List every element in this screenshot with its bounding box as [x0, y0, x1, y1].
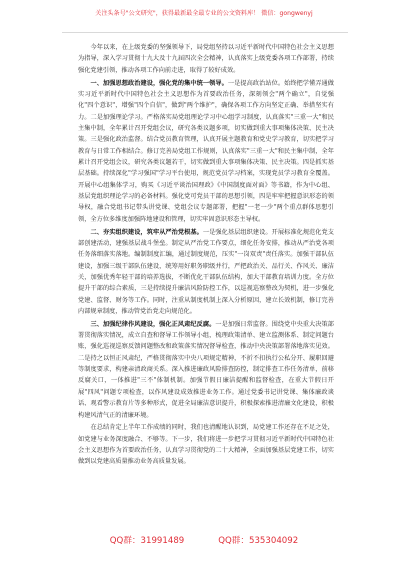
header-divider [62, 32, 348, 33]
footer-contacts [0, 536, 408, 547]
section-2-paragraph [78, 227, 334, 318]
qq-group-1: QQ群：31991489 [109, 536, 185, 546]
closing-paragraph [78, 422, 334, 467]
promo-banner: 关注头条号"公文研究"，获得最新最全最专业的公文资料库！ 微信：gongwenyj [95, 10, 313, 17]
paragraph-text: 今年以来，在上级党委的坚强领导下，局党组坚持以习近平新时代中国特色社会主义思想为指导，深入学习贯彻十九大及十九届四次全会精神，认真落实上级党委各项工作部署，持续强化党建引领，推动各项工作向前走进，取得了较好成效。 [78, 44, 334, 74]
qq-group-2: QQ群：535304092 [218, 536, 299, 546]
section-2-text: 一是强化基层组织建设。开展标准化规范化党支部创建活动，建强基层战斗堡垒。制定从严治党工作要点，细化任务安排，推动从严治党各项任务落细落实落地。编制制度汇编，通过制度规范，压实"一岗双责"责任落实。加强干部队伍建设，加强三级干部队伍建设，统筹用好职务职级并行，严把政治关、品行关、作风关、廉洁关，加强优秀年轻干部的培养选拔，不断优化干部队伍结构，加大干部教育培训力度。全方位提升干部的综合素质，三是持续提升廉洁风险防控工作，以巡视巡察整改为契机，进一步强化党建、监督、财务等工作。同时，注重从制度机制上深入分析原因，建立长效机制，修订完善内部规章制度，推动管党治党走向规范化。 [78, 228, 335, 315]
section-1-heading: 一、加强思想政治建设，强化党的集中统一领导。 [90, 79, 228, 87]
section-3-text: 一是加强日常监督。围绕党中央重大决策部署贯彻落实情况，成立自查和督导工作领导小组，梳理政策清单、建立监测体系、制定问题台账，强化巡视巡察反馈问题整改和政策落实情况督导检查，推动中央决策部署落地落实见效。二是持之以恒正风肃纪，严格贯彻落实中央八项规定精神，不折不扣执行公私分开、履职回避等制度要求，构建亲清政商关系。深入推进廉政风险排查防控，制定排查工作任务清单，前移反腐关口，一体推进"三不"体制机制。加强节假日廉洁提醒和监督检查，在重大节假日开展"四风"问题专项检查，以作风建设成效推进业务工作。通过党委书记讲党课、集体廉政谈话、观看警示教育片等多种形式，促进全局廉洁意识提升，积极探索推进清廉文化建设，积极构建风清气正的清廉环境。 [78, 320, 334, 419]
section-3-heading: 三、加强纪律作风建设，强化正风肃纪反腐。 [90, 320, 216, 328]
document-body [78, 42, 334, 469]
paragraph-text: 在总结肯定上半年工作成绩的同时，我们也清醒地认识到，局党建工作还存在不足之处，如党建与业务深度融合、不够等。下一步，我们将进一步把学习贯彻习近平新时代中国特色社会主义思想作为首要政治任务，认真学习贯彻党的二十大精神，全面加强基层党建工作，切实做到以党建高质量推动业务高质量发展。 [78, 424, 334, 466]
section-1-paragraph [78, 78, 334, 225]
intro-paragraph [78, 42, 334, 76]
section-2-heading: 二、夯实组织建设，筑牢从严治党根基。 [90, 228, 203, 236]
section-1-text: 一是提高政治站位。始终把学懂弄通做实习近平新时代中国特色社会主义思想作为首要政治任务，深刻领会"两个确立"，自觉强化"四个意识"，增强"四个自信"，做到"两个维护"，确保各项工作方向坚定正确、举措坚实有力。二是加强理论学习。严格落实局党组理论学习中心组学习制度，认真落实"三重一大"和民主集中制，全年累计召开党组会议，研究各类议题多项，切实做到重大事项集体决策、民主决策。三是强化政治监督。结合党员教育管理，认真开展主题教育和党史学习教育，切实把学习教育与日常工作相结合。修订完善局党组工作规则，认真落实"三重一大"和民主集中制，全年累计召开党组会议，研究各类议题若干，切实做到重大事项集体决策、民主决策。四是抓实基层基础。持续深化"学习强国"学习平台使用，规范党员学习档案，实现党员学习教育全覆盖。开展中心组集体学习，购买《习近平谈治国理政》《中国制度面对面》等书籍，作为中心组、基层党组织理论学习的必备材料。强化党可党员干部的思想引领，四是牢牢把握意识形态的领导权，融合党组书记带头讲党课、党组会议专题部署，把握"一老一少"两个重点群体思想引领，全方位多维度加强阵地建设和管理，切实牢固意识形态主导权。 [78, 79, 334, 223]
section-3-paragraph [78, 319, 334, 421]
